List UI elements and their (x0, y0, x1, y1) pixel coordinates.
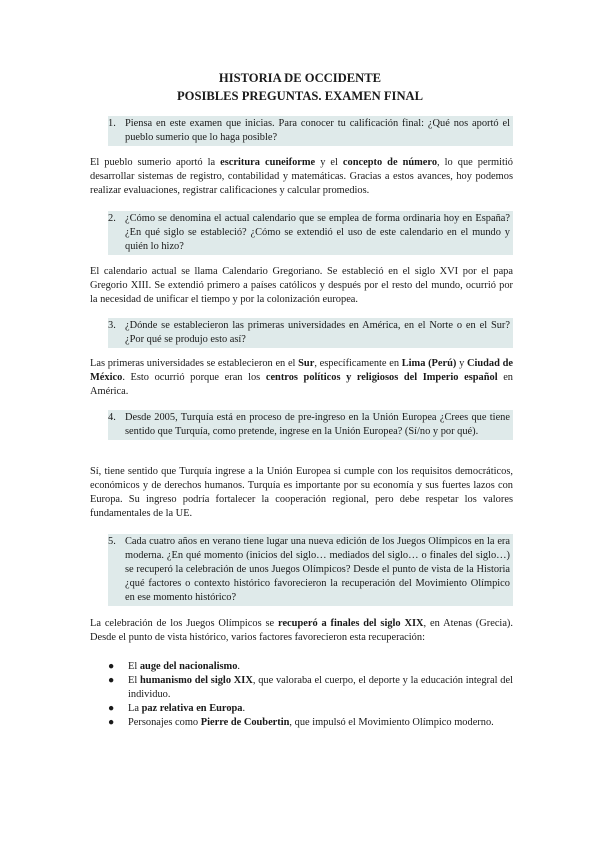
answer-bold: centros políticos y religiosos del Imperio español (265, 372, 498, 383)
answer-bold: Sur (298, 358, 315, 369)
item-text: La (128, 703, 142, 714)
question-2 (108, 211, 513, 255)
bullet-icon: ● (108, 717, 115, 728)
answer-text: Las primeras universidades se establecieron en el (90, 358, 299, 369)
answer-text: en América. (90, 372, 513, 397)
answer-bold: escritura cuneiforme (220, 157, 316, 168)
answer-text: , específicamente en (314, 358, 402, 369)
item-text: . (237, 661, 241, 672)
answer-bold: Lima (Perú) (401, 358, 457, 369)
question-3 (108, 318, 513, 348)
item-text: , que impulsó el Movimiento Olímpico moderno. (289, 717, 494, 728)
item-bold: paz relativa en Europa (141, 703, 243, 714)
document-title: HISTORIA DE OCCIDENTE (218, 71, 382, 85)
bullet-icon: ● (108, 661, 115, 672)
question-number: 4. (108, 412, 116, 423)
item-text: , que valoraba el cuerpo, el deporte y la educación integral del individuo. (128, 675, 513, 700)
document-subtitle: POSIBLES PREGUNTAS. EXAMEN FINAL (176, 89, 424, 103)
question-text: Piensa en este examen que inicias. Para conocer tu calificación final: ¿Qué nos aportó el pueblo sumerio que lo haga posible? (125, 118, 510, 143)
question-text: Desde 2005, Turquía está en proceso de pre-ingreso en la Unión Europea ¿Crees que tiene sentido que Turquía, como pretende, ingrese en la Unión Europea? (Sí/no y por qué). (125, 412, 510, 437)
question-4 (108, 410, 513, 440)
answer-text: El calendario actual se llama Calendario Gregoriano. Se estableció en el siglo XVI por el papa Gregorio XIII. Se extendió primero a países católicos y después por el resto del mundo, ocurrió por la necesidad de unificar el tiempo y por la colonización europea. (90, 266, 513, 305)
bullet-icon: ● (108, 675, 115, 686)
answer-bold: Ciudad de México (90, 358, 513, 383)
list-item (108, 702, 513, 716)
answer-1 (90, 156, 513, 198)
item-text: Personajes como (128, 717, 201, 728)
question-number: 3. (108, 320, 116, 331)
answer-text: , en Atenas (Grecia). Desde el punto de vista histórico, varios factores favorecieron esta recuperación: (90, 618, 513, 643)
answer-text: y el (315, 157, 343, 168)
item-text: . (242, 703, 246, 714)
answer-4 (90, 465, 513, 521)
answer-text: . Esto ocurrió porque eran los (122, 372, 266, 383)
answer-bold: concepto de número (342, 157, 438, 168)
question-text: Cada cuatro años en verano tiene lugar una nueva edición de los Juegos Olímpicos en la era moderna. ¿En qué momento (inicios del siglo… mediados del siglo… o finales del siglo…) se recuperó la celebración de unos Juegos Olímpicos? Desde el punto de vista de la Historia ¿qué factores o contexto histórico favorecieron la recuperación del Movimiento Olímpico en ese momento histórico? (125, 536, 510, 603)
list-item (108, 716, 513, 730)
answer-2 (90, 265, 513, 307)
item-text: El (128, 675, 141, 686)
list-item (108, 674, 513, 702)
question-text: ¿Dónde se establecieron las primeras universidades en América, en el Norte o en el Sur? ¿Por qué se produjo esto así? (125, 320, 510, 345)
question-text: ¿Cómo se denomina el actual calendario que se emplea de forma ordinaria hoy en España? ¿En qué siglo se estableció? ¿Cómo se extendió el uso de este calendario en el mundo y quién lo hizo? (125, 213, 510, 252)
answer-5 (90, 617, 513, 645)
answer-text: , lo que permitió desarrollar sistemas de registro, contabilidad y matemáticas. Gracias a estos avances, hoy podemos realizar evaluaciones, registrar calificaciones y calcular promedios. (90, 157, 513, 196)
answer-text: La celebración de los Juegos Olímpicos se (90, 618, 279, 629)
answer-3 (90, 357, 513, 399)
item-bold: auge del nacionalismo (139, 661, 238, 672)
question-number: 1. (108, 118, 116, 129)
answer-text: El pueblo sumerio aportó la (90, 157, 221, 168)
question-number: 2. (108, 213, 116, 224)
item-bold: Pierre de Coubertin (200, 717, 290, 728)
factors-list (108, 660, 513, 730)
answer-text: Sí, tiene sentido que Turquía ingrese a la Unión Europea si cumple con los requisitos democráticos, económicos y de derechos humanos. Turquía es importante por su economía y sus fuertes lazos con Europa. Su ingreso podría fortalecer la cooperación regional, pero debe respetar los valores fundamentales de la UE. (90, 466, 513, 519)
bullet-icon: ● (108, 703, 115, 714)
list-item (108, 660, 513, 674)
answer-bold: recuperó a finales del siglo XIX (278, 618, 424, 629)
question-1 (108, 116, 513, 146)
item-bold: humanismo del siglo XIX (140, 675, 253, 686)
item-text: El (128, 661, 140, 672)
question-number: 5. (108, 536, 116, 547)
question-5 (108, 534, 513, 606)
answer-text: y (456, 358, 467, 369)
